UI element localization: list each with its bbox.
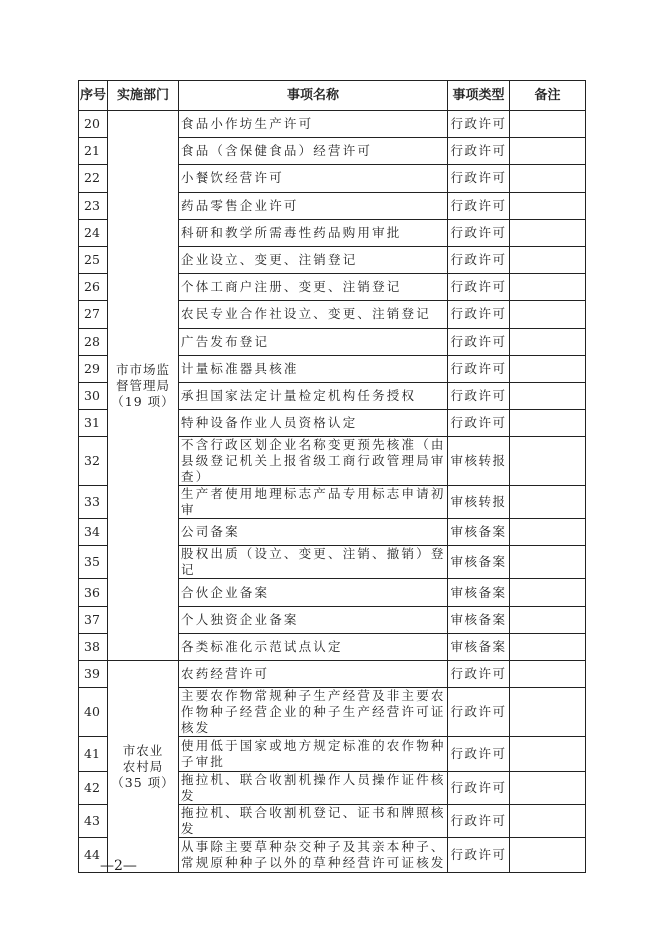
item-name: 农民专业合作社设立、变更、注销登记: [179, 301, 448, 328]
item-type: 审核转报: [448, 437, 510, 486]
item-note: [510, 579, 586, 606]
row-number: 23: [79, 192, 108, 219]
row-number: 32: [79, 437, 108, 486]
department-line: 市农业: [122, 742, 164, 758]
item-name: 股权出质（设立、变更、注销、撤销）登记: [179, 546, 448, 579]
item-type: 行政许可: [448, 737, 510, 772]
item-type: 行政许可: [448, 301, 510, 328]
item-type: 审核转报: [448, 486, 510, 519]
item-note: [510, 165, 586, 192]
row-number: 20: [79, 111, 108, 138]
item-name: 特种设备作业人员资格认定: [179, 410, 448, 437]
page-number: —2—: [100, 858, 137, 874]
table-row: [79, 111, 586, 138]
item-type: 行政许可: [448, 410, 510, 437]
item-type: 行政许可: [448, 328, 510, 355]
header-name: 事项名称: [179, 81, 448, 111]
row-number: 43: [79, 805, 108, 838]
row-number: 26: [79, 274, 108, 301]
row-number: 31: [79, 410, 108, 437]
row-number: 24: [79, 219, 108, 246]
row-number: 29: [79, 355, 108, 382]
row-number: 36: [79, 579, 108, 606]
item-type: 行政许可: [448, 355, 510, 382]
item-type: 行政许可: [448, 192, 510, 219]
item-name: 食品（含保健食品）经营许可: [179, 138, 448, 165]
row-number: 42: [79, 772, 108, 805]
item-name: 主要农作物常规种子生产经营及非主要农作物种子经营企业的种子生产经营许可证核发: [179, 688, 448, 737]
item-note: [510, 606, 586, 633]
row-number: 38: [79, 633, 108, 660]
row-number: 41: [79, 737, 108, 772]
row-number: 40: [79, 688, 108, 737]
item-type: 行政许可: [448, 805, 510, 838]
department-line: 市市场监: [115, 361, 170, 377]
header-dept: 实施部门: [108, 81, 179, 111]
item-name: 个人独资企业备案: [179, 606, 448, 633]
item-type: 行政许可: [448, 138, 510, 165]
item-note: [510, 410, 586, 437]
item-type: 行政许可: [448, 165, 510, 192]
item-name: 不含行政区划企业名称变更预先核准（由县级登记机关上报省级工商行政管理局审查）: [179, 437, 448, 486]
department-line: （19 项）: [111, 393, 175, 409]
item-note: [510, 355, 586, 382]
item-note: [510, 246, 586, 273]
item-type: 行政许可: [448, 688, 510, 737]
item-name: 小餐饮经营许可: [179, 165, 448, 192]
table-header-row: [79, 81, 586, 111]
item-name: 各类标准化示范试点认定: [179, 633, 448, 660]
item-name: 计量标准器具核准: [179, 355, 448, 382]
item-note: [510, 661, 586, 688]
item-name: 个体工商户注册、变更、注销登记: [179, 274, 448, 301]
item-name: 拖拉机、联合收割机操作人员操作证件核发: [179, 772, 448, 805]
item-name: 从事除主要草种杂交种子及其亲本种子、常规原种种子以外的草种经营许可证核发: [179, 838, 448, 873]
item-note: [510, 328, 586, 355]
row-number: 37: [79, 606, 108, 633]
row-number: 33: [79, 486, 108, 519]
item-name: 广告发布登记: [179, 328, 448, 355]
item-type: 审核备案: [448, 519, 510, 546]
item-note: [510, 546, 586, 579]
item-note: [510, 519, 586, 546]
item-name: 食品小作坊生产许可: [179, 111, 448, 138]
row-number: 21: [79, 138, 108, 165]
row-number: 35: [79, 546, 108, 579]
table-row: [79, 661, 586, 688]
item-note: [510, 437, 586, 486]
department-cell: [108, 111, 179, 661]
item-note: [510, 688, 586, 737]
item-note: [510, 301, 586, 328]
item-name: 承担国家法定计量检定机构任务授权: [179, 382, 448, 409]
item-name: 生产者使用地理标志产品专用标志申请初审: [179, 486, 448, 519]
item-note: [510, 382, 586, 409]
item-type: 行政许可: [448, 382, 510, 409]
item-name: 合伙企业备案: [179, 579, 448, 606]
item-note: [510, 838, 586, 873]
item-type: 行政许可: [448, 246, 510, 273]
item-note: [510, 219, 586, 246]
item-note: [510, 274, 586, 301]
item-type: 审核备案: [448, 606, 510, 633]
item-type: 行政许可: [448, 772, 510, 805]
row-number: 30: [79, 382, 108, 409]
item-type: 审核备案: [448, 546, 510, 579]
row-number: 25: [79, 246, 108, 273]
header-no: 序号: [79, 81, 108, 111]
department-line: 农村局: [122, 758, 164, 774]
department-line: （35 项）: [111, 774, 175, 790]
department-cell: [108, 661, 179, 873]
item-name: 公司备案: [179, 519, 448, 546]
item-note: [510, 192, 586, 219]
item-name: 科研和教学所需毒性药品购用审批: [179, 219, 448, 246]
row-number: 27: [79, 301, 108, 328]
item-note: [510, 772, 586, 805]
item-name: 药品零售企业许可: [179, 192, 448, 219]
item-note: [510, 138, 586, 165]
header-type: 事项类型: [448, 81, 510, 111]
item-type: 行政许可: [448, 274, 510, 301]
item-note: [510, 737, 586, 772]
item-name: 农药经营许可: [179, 661, 448, 688]
department-line: 督管理局: [115, 377, 170, 393]
row-number: 39: [79, 661, 108, 688]
item-note: [510, 486, 586, 519]
row-number: 22: [79, 165, 108, 192]
item-note: [510, 633, 586, 660]
item-type: 审核备案: [448, 633, 510, 660]
row-number: 34: [79, 519, 108, 546]
item-name: 企业设立、变更、注销登记: [179, 246, 448, 273]
item-type: 行政许可: [448, 219, 510, 246]
row-number: 44: [79, 838, 108, 873]
item-type: 审核备案: [448, 579, 510, 606]
item-name: 使用低于国家或地方规定标准的农作物种子审批: [179, 737, 448, 772]
item-note: [510, 111, 586, 138]
items-table: [78, 80, 586, 873]
row-number: 28: [79, 328, 108, 355]
item-type: 行政许可: [448, 111, 510, 138]
header-note: 备注: [510, 81, 586, 111]
item-type: 行政许可: [448, 661, 510, 688]
item-note: [510, 805, 586, 838]
item-type: 行政许可: [448, 838, 510, 873]
item-name: 拖拉机、联合收割机登记、证书和牌照核发: [179, 805, 448, 838]
